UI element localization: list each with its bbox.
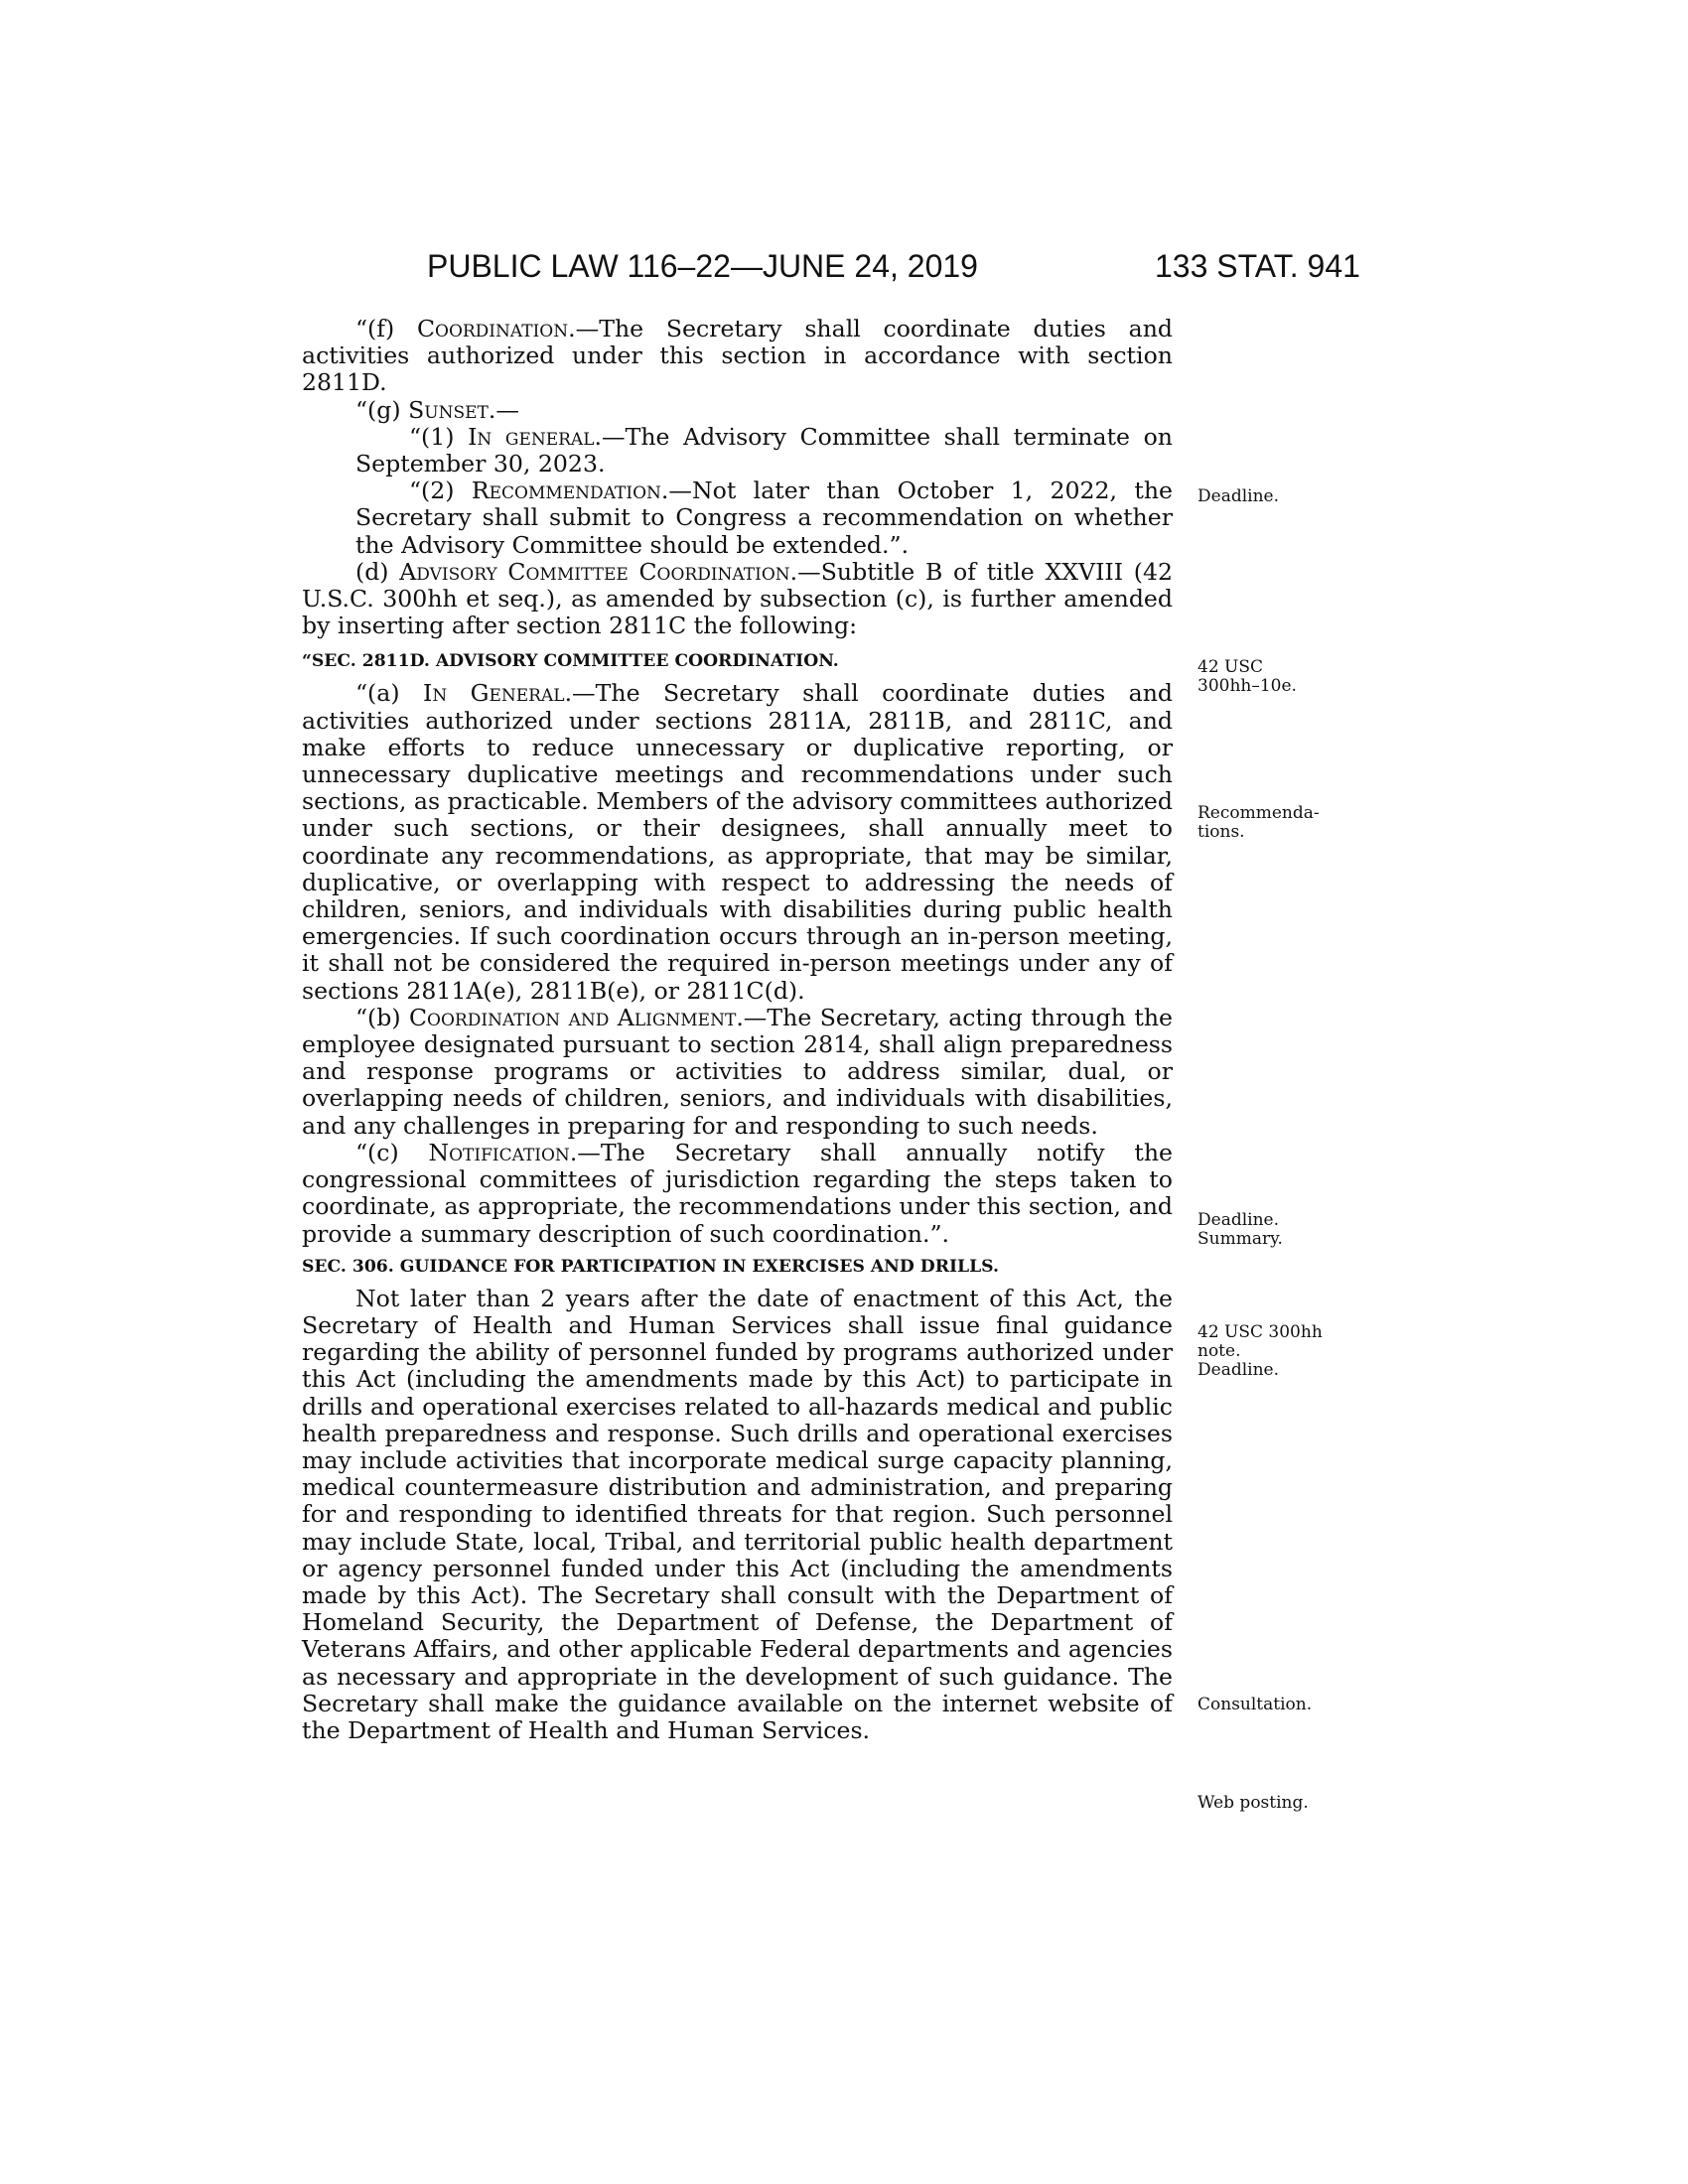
paragraph-g1-in-general <box>302 424 1173 478</box>
subsection-text: .—The Secretary shall coordinate duties and activities authorized under this section in accordance with section 2811D. <box>302 315 1173 397</box>
subsection-label: (d) <box>355 557 400 586</box>
margin-note-line: 42 USC 300hh <box>1197 1322 1323 1342</box>
paragraph-text: .—The Advisory Committee shall terminate on September 30, 2023. <box>355 422 1173 478</box>
statute-body <box>302 316 1173 1744</box>
subsection-g-sunset <box>302 397 1173 424</box>
subsection-d-advisory-committee-coordination <box>302 559 1173 640</box>
subsection-c-notification <box>302 1140 1173 1248</box>
margin-note-line: 42 USC <box>1197 657 1264 677</box>
subsection-heading: Notification <box>428 1138 570 1166</box>
margin-note-recommendations <box>1197 804 1356 842</box>
margin-note-usc-citation <box>1197 658 1356 696</box>
subsection-label: “(g) <box>355 395 409 424</box>
subsection-text: .—Subtitle B of title XXVIII (42 U.S.C. 300hh et seq.), as amended by subsection (c), is further amended by inserting after section 2811C the following: <box>302 557 1174 640</box>
margin-note-line: Deadline. <box>1197 1360 1279 1380</box>
margin-note-line: Summary. <box>1197 1229 1283 1249</box>
subsection-heading: Sunset <box>408 395 489 424</box>
subsection-heading: Coordination and Alignment <box>409 1003 737 1031</box>
subsection-heading: Coordination <box>416 315 569 342</box>
subsection-heading: In General <box>423 679 565 708</box>
subsection-label: “(c) <box>355 1138 429 1166</box>
subsection-text: .—The Secretary shall annually notify the congressional committees of jurisdiction regarding the steps taken to coordinate, as appropriate, the recommendations under this section, and provide a summary description of such coordination.”. <box>302 1138 1174 1248</box>
subsection-text: .— <box>488 395 519 424</box>
margin-note-line: Recommenda- <box>1197 803 1320 823</box>
section-2811d-heading: “SEC. 2811D. ADVISORY COMMITTEE COORDINATION. <box>302 651 839 672</box>
subsection-heading: Advisory Committee Coordination <box>399 557 790 586</box>
running-header-title: PUBLIC LAW 116–22—JUNE 24, 2019 <box>427 248 978 284</box>
paragraph-heading: Recommendation <box>471 477 661 505</box>
section-306-text: Not later than 2 years after the date of enactment of this Act, the Secretary of Health and Human Services shall issue final guidance regarding the ability of personnel funded by programs authorized under this Act (including the amendments made by this Act) to participate in drills and operational exercises related to all-hazards medical and public health preparedness and response. Such drills and operational exercises may include activities that incorporate medical surge capacity planning, medical countermeasure distribution and administration, and preparing for and responding to identified threats for that region. Such personnel may include State, local, Tribal, and territorial public health department or agency personnel funded under this Act (including the amendments made by this Act). The Secretary shall consult with the Department of Homeland Security, the Department of Defense, the Department of Veterans Affairs, and other applicable Federal departments and agencies as necessary and appropriate in the development of such guidance. The Secretary shall make the guidance available on the internet website of the Department of Health and Human Services. <box>302 1284 1173 1744</box>
margin-note-deadline-summary <box>1197 1211 1356 1249</box>
paragraph-g2-recommendation <box>302 478 1173 559</box>
paragraph-label: “(1) <box>409 422 469 451</box>
margin-note-line: tions. <box>1197 822 1245 842</box>
page-stat-number: 133 STAT. 941 <box>1155 248 1360 284</box>
subsection-label: “(b) <box>355 1003 409 1031</box>
subsection-b-coordination-alignment <box>302 1005 1173 1140</box>
subsection-f-coordination <box>302 316 1173 397</box>
subsection-label: “(a) <box>355 679 423 708</box>
margin-note-web-posting: Web posting. <box>1197 1793 1309 1813</box>
margin-note-consultation: Consultation. <box>1197 1695 1313 1714</box>
margin-note-usc-306 <box>1197 1323 1356 1380</box>
paragraph-text: .—Not later than October 1, 2022, the Secretary shall submit to Congress a recommendation on whether the Advisory Committee should be extended.”. <box>355 477 1173 559</box>
margin-note-line: 300hh–10e. <box>1197 676 1297 696</box>
subsection-text: .—The Secretary shall coordinate duties and activities authorized under sections 2811A, 2811B, and 2811C, and make efforts to reduce unnecessary or duplicative reporting, or unnecessary duplicative meetings and recommendations under such sections, as practicable. Members of the advisory committees authorized under such sections, or their designees, shall annually meet to coordinate any recommendations, as appropriate, that may be similar, duplicative, or overlapping with respect to addressing the needs of children, seniors, and individuals with disabilities during public health emergencies. If such coordination occurs through an in-person meeting, it shall not be considered the required in-person meetings under any of sections 2811A(e), 2811B(e), or 2811C(d). <box>302 679 1174 1005</box>
subsection-label: “(f) <box>355 315 417 342</box>
section-306-heading: SEC. 306. GUIDANCE FOR PARTICIPATION IN EXERCISES AND DRILLS. <box>302 1256 999 1277</box>
paragraph-heading: In general <box>468 422 595 451</box>
margin-note-line: Deadline. <box>1197 1210 1279 1230</box>
margin-note-deadline: Deadline. <box>1197 486 1279 506</box>
subsection-a-in-general <box>302 680 1173 1004</box>
paragraph-label: “(2) <box>409 477 472 505</box>
margin-note-line: note. <box>1197 1341 1241 1361</box>
subsection-text: .—The Secretary, acting through the employee designated pursuant to section 2814, shall align preparedness and response programs or activities to address similar, dual, or overlapping needs of children, seniors, and individuals with disabilities, and any challenges in preparing for and responding to such needs. <box>302 1003 1173 1140</box>
